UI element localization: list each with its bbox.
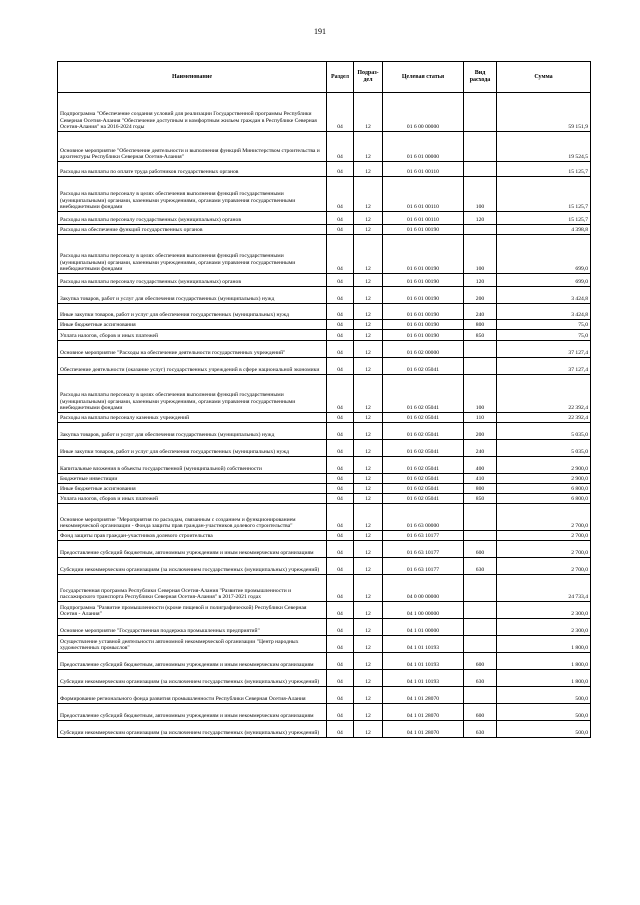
row-section: 04	[327, 225, 354, 235]
row-subsection: 12	[354, 704, 383, 721]
table-row	[58, 687, 591, 704]
row-name: Основное мероприятие "Государственная поддержка промышленных предприятий"	[58, 619, 327, 636]
row-target: 01 6 02 05041	[383, 358, 464, 375]
row-amount: 3 424,8	[497, 287, 591, 304]
row-name: Государственная программа Республики Северная Осетия-Алания "Развитие промышленности и пассажирского транспорта Республики Северная Осетия-Алания" в 2017-2021 годах	[58, 575, 327, 602]
table-row	[58, 93, 591, 132]
row-expense-type: 100	[464, 177, 497, 212]
row-expense-type: 200	[464, 287, 497, 304]
header-target: Целевая статья	[383, 62, 464, 93]
row-section: 04	[327, 375, 354, 413]
row-section: 04	[327, 541, 354, 558]
table-row	[58, 235, 591, 274]
row-expense-type: 400	[464, 457, 497, 474]
row-target: 01 6 01 00190	[383, 235, 464, 274]
row-amount: 699,0	[497, 235, 591, 274]
row-section: 04	[327, 162, 354, 177]
row-target: 01 6 63 10177	[383, 558, 464, 575]
table-row	[58, 704, 591, 721]
row-target: 01 6 02 00000	[383, 341, 464, 358]
header-name: Наименование	[58, 62, 327, 93]
row-name: Иные бюджетные ассигнования	[58, 484, 327, 494]
row-name: Иные закупки товаров, работ и услуг для обеспечения государственных (муниципальных) нужд	[58, 304, 327, 320]
table-body	[58, 93, 591, 738]
row-subsection: 12	[354, 687, 383, 704]
row-section: 04	[327, 457, 354, 474]
header-expense-type: Вид расхода	[464, 62, 497, 93]
row-amount: 1 800,0	[497, 670, 591, 687]
row-expense-type: 100	[464, 235, 497, 274]
row-name: Закупка товаров, работ и услуг для обеспечения государственных (муниципальных) нужд	[58, 423, 327, 440]
row-name: Предоставление субсидий бюджетным, автономным учреждениям и иным некоммерческим организациям	[58, 704, 327, 721]
row-subsection: 12	[354, 636, 383, 653]
row-amount: 2 700,0	[497, 541, 591, 558]
table-row	[58, 494, 591, 504]
table-row	[58, 484, 591, 494]
row-name: Расходы на выплаты персоналу в целях обеспечения выполнения функций государственными (муниципальными) органами, казенными учреждениями, органами управления государственными внебюджетными фондами	[58, 375, 327, 413]
row-expense-type: 850	[464, 330, 497, 341]
row-section: 04	[327, 440, 354, 457]
row-target: 04 1 01 28070	[383, 721, 464, 738]
row-subsection: 12	[354, 653, 383, 670]
row-name: Субсидии некоммерческим организациям (за исключением государственных (муниципальных) учреждений)	[58, 670, 327, 687]
row-name: Подпрограмма "Развитие промышленности (кроме пищевой и полиграфической) Республики Северная Осетия - Алания"	[58, 602, 327, 619]
row-target: 01 6 02 05041	[383, 375, 464, 413]
row-expense-type: 800	[464, 484, 497, 494]
row-target: 01 6 63 10177	[383, 531, 464, 541]
table-row	[58, 132, 591, 162]
row-target: 01 6 01 00190	[383, 320, 464, 330]
row-section: 04	[327, 93, 354, 132]
table-row	[58, 375, 591, 413]
table-row	[58, 531, 591, 541]
row-expense-type: 630	[464, 721, 497, 738]
row-target: 01 6 01 00110	[383, 212, 464, 225]
row-section: 04	[327, 341, 354, 358]
row-expense-type: 410	[464, 474, 497, 484]
page-number: 191	[314, 27, 326, 36]
row-expense-type: 630	[464, 558, 497, 575]
row-subsection: 12	[354, 212, 383, 225]
row-expense-type	[464, 504, 497, 531]
row-section: 04	[327, 494, 354, 504]
row-amount: 15 125,7	[497, 177, 591, 212]
row-name: Обеспечение деятельности (оказание услуг) государственных учреждений в сфере национальной экономики	[58, 358, 327, 375]
row-expense-type	[464, 93, 497, 132]
row-target: 01 6 02 05041	[383, 440, 464, 457]
row-section: 04	[327, 287, 354, 304]
row-target: 01 6 63 10177	[383, 541, 464, 558]
row-target: 04 1 01 10193	[383, 636, 464, 653]
row-subsection: 12	[354, 274, 383, 287]
row-target: 01 6 02 05041	[383, 423, 464, 440]
row-expense-type	[464, 358, 497, 375]
row-target: 01 6 01 00190	[383, 225, 464, 235]
row-expense-type	[464, 341, 497, 358]
row-subsection: 12	[354, 558, 383, 575]
row-amount: 2 900,0	[497, 474, 591, 484]
row-subsection: 12	[354, 541, 383, 558]
row-section: 04	[327, 423, 354, 440]
row-section: 04	[327, 575, 354, 602]
row-subsection: 12	[354, 320, 383, 330]
row-amount: 59 151,9	[497, 93, 591, 132]
row-amount: 699,0	[497, 274, 591, 287]
row-target: 04 0 00 00000	[383, 575, 464, 602]
row-subsection: 12	[354, 423, 383, 440]
row-section: 04	[327, 704, 354, 721]
row-target: 04 1 01 10193	[383, 653, 464, 670]
row-target: 04 1 01 00000	[383, 619, 464, 636]
row-name: Основное мероприятие "Мероприятия по расходам, связанным с созданием и функционированием некоммерческой организации - Фонда защиты прав граждан-участников долевого строительства"	[58, 504, 327, 531]
row-name: Осуществление уставной деятельности автономной некоммерческой организации "Центр народных художественных промыслов"	[58, 636, 327, 653]
table-row	[58, 602, 591, 619]
row-name: Формирование регионального фонда развития промышленности Республики Северная Осетия-Алания	[58, 687, 327, 704]
row-expense-type: 600	[464, 653, 497, 670]
row-subsection: 12	[354, 494, 383, 504]
table-row	[58, 541, 591, 558]
table-row	[58, 330, 591, 341]
row-subsection: 12	[354, 619, 383, 636]
table-row	[58, 341, 591, 358]
row-section: 04	[327, 670, 354, 687]
row-expense-type: 200	[464, 423, 497, 440]
row-expense-type	[464, 575, 497, 602]
row-amount: 24 733,4	[497, 575, 591, 602]
row-target: 01 6 02 05041	[383, 457, 464, 474]
table-row	[58, 619, 591, 636]
row-name: Субсидии некоммерческим организациям (за исключением государственных (муниципальных) учреждений)	[58, 558, 327, 575]
row-amount: 37 127,4	[497, 358, 591, 375]
row-expense-type: 630	[464, 670, 497, 687]
row-target: 01 6 01 00110	[383, 177, 464, 212]
table-row	[58, 653, 591, 670]
row-target: 04 1 00 00000	[383, 602, 464, 619]
row-amount: 75,0	[497, 320, 591, 330]
row-expense-type: 800	[464, 320, 497, 330]
row-section: 04	[327, 304, 354, 320]
row-section: 04	[327, 212, 354, 225]
row-section: 04	[327, 687, 354, 704]
table-row	[58, 558, 591, 575]
table-row	[58, 162, 591, 177]
row-section: 04	[327, 653, 354, 670]
row-subsection: 12	[354, 484, 383, 494]
row-target: 01 6 02 05041	[383, 494, 464, 504]
row-target: 01 6 02 05041	[383, 484, 464, 494]
row-name: Расходы на выплаты по оплате труда работников государственных органов	[58, 162, 327, 177]
row-name: Предоставление субсидий бюджетным, автономным учреждениям и иным некоммерческим организациям	[58, 541, 327, 558]
row-expense-type: 100	[464, 375, 497, 413]
row-amount: 15 125,7	[497, 212, 591, 225]
table-row	[58, 504, 591, 531]
budget-table	[57, 61, 591, 738]
row-expense-type: 600	[464, 704, 497, 721]
row-name: Уплата налогов, сборов и иных платежей	[58, 330, 327, 341]
table-row	[58, 287, 591, 304]
row-section: 04	[327, 330, 354, 341]
row-amount: 500,0	[497, 687, 591, 704]
row-name: Расходы на обеспечение функций государственных органов	[58, 225, 327, 235]
row-subsection: 12	[354, 721, 383, 738]
row-section: 04	[327, 721, 354, 738]
row-expense-type: 110	[464, 413, 497, 423]
row-name: Уплата налогов, сборов и иных платежей	[58, 494, 327, 504]
header-row	[58, 62, 591, 93]
table-row	[58, 721, 591, 738]
row-amount: 5 035,0	[497, 440, 591, 457]
row-section: 04	[327, 531, 354, 541]
header-amount: Сумма	[497, 62, 591, 93]
table-row	[58, 358, 591, 375]
table-row	[58, 413, 591, 423]
row-subsection: 12	[354, 132, 383, 162]
row-target: 01 6 01 00190	[383, 274, 464, 287]
row-section: 04	[327, 413, 354, 423]
row-section: 04	[327, 132, 354, 162]
row-target: 04 1 01 10193	[383, 670, 464, 687]
row-amount: 6 800,0	[497, 494, 591, 504]
row-name: Подпрограмма "Обеспечение создания условий для реализации Государственной программы Республики Северная Осетия-Алания "Обеспечение доступным и комфортным жильем граждан в Республике Северная Осетия-Алания" на 2016-2024 годы	[58, 93, 327, 132]
row-name: Закупка товаров, работ и услуг для обеспечения государственных (муниципальных) нужд	[58, 287, 327, 304]
row-target: 04 1 01 28070	[383, 704, 464, 721]
row-section: 04	[327, 177, 354, 212]
row-section: 04	[327, 636, 354, 653]
row-amount: 500,0	[497, 721, 591, 738]
row-amount: 500,0	[497, 704, 591, 721]
row-amount: 37 127,4	[497, 341, 591, 358]
row-amount: 2 700,0	[497, 504, 591, 531]
row-amount: 2 700,0	[497, 558, 591, 575]
row-amount: 75,0	[497, 330, 591, 341]
row-name: Капитальные вложения в объекты государственной (муниципальной) собственности	[58, 457, 327, 474]
table-row	[58, 440, 591, 457]
row-section: 04	[327, 358, 354, 375]
row-amount: 1 800,0	[497, 653, 591, 670]
table-row	[58, 670, 591, 687]
row-expense-type: 240	[464, 304, 497, 320]
row-name: Основное мероприятие "Расходы на обеспечение деятельности государственных учреждений"	[58, 341, 327, 358]
row-name: Расходы на выплаты персоналу в целях обеспечения выполнения функций государственными (муниципальными) органами, казенными учреждениями, органами управления государственными внебюджетными фондами	[58, 177, 327, 212]
row-section: 04	[327, 619, 354, 636]
row-subsection: 12	[354, 375, 383, 413]
row-section: 04	[327, 602, 354, 619]
row-name: Предоставление субсидий бюджетным, автономным учреждениям и иным некоммерческим организациям	[58, 653, 327, 670]
row-expense-type	[464, 602, 497, 619]
row-name: Иные закупки товаров, работ и услуг для обеспечения государственных (муниципальных) нужд	[58, 440, 327, 457]
row-subsection: 12	[354, 358, 383, 375]
table-row	[58, 636, 591, 653]
row-subsection: 12	[354, 93, 383, 132]
row-amount: 22 392,4	[497, 375, 591, 413]
row-expense-type: 120	[464, 274, 497, 287]
row-target: 01 6 01 00190	[383, 287, 464, 304]
row-name: Основное мероприятие "Обеспечение деятельности и выполнения функций Министерством строительства и архитектуры Республики Северная Осетия-Алания"	[58, 132, 327, 162]
table-row	[58, 474, 591, 484]
row-expense-type: 600	[464, 541, 497, 558]
table-row	[58, 423, 591, 440]
row-name: Расходы на выплаты персоналу в целях обеспечения выполнения функций государственными (муниципальными) органами, казенными учреждениями, органами управления государственными внебюджетными фондами	[58, 235, 327, 274]
row-expense-type: 120	[464, 212, 497, 225]
row-subsection: 12	[354, 304, 383, 320]
row-amount: 5 035,0	[497, 423, 591, 440]
row-name: Расходы на выплаты персоналу казенных учреждений	[58, 413, 327, 423]
row-subsection: 12	[354, 287, 383, 304]
table-row	[58, 304, 591, 320]
table-row	[58, 320, 591, 330]
row-target: 01 6 01 00000	[383, 132, 464, 162]
row-section: 04	[327, 274, 354, 287]
row-amount: 2 700,0	[497, 531, 591, 541]
table-row	[58, 177, 591, 212]
row-expense-type	[464, 132, 497, 162]
row-amount: 2 300,0	[497, 602, 591, 619]
row-name: Субсидии некоммерческим организациям (за исключением государственных (муниципальных) учреждений)	[58, 721, 327, 738]
table-row	[58, 212, 591, 225]
row-section: 04	[327, 320, 354, 330]
row-section: 04	[327, 558, 354, 575]
row-target: 01 6 02 05041	[383, 413, 464, 423]
header-section: Раздел	[327, 62, 354, 93]
row-section: 04	[327, 484, 354, 494]
row-amount: 3 424,8	[497, 304, 591, 320]
row-target: 01 6 63 00000	[383, 504, 464, 531]
row-subsection: 12	[354, 670, 383, 687]
row-amount: 19 524,5	[497, 132, 591, 162]
row-amount: 1 800,0	[497, 636, 591, 653]
row-amount: 2 300,0	[497, 619, 591, 636]
row-amount: 2 900,0	[497, 457, 591, 474]
row-subsection: 12	[354, 504, 383, 531]
row-amount: 15 125,7	[497, 162, 591, 177]
row-expense-type	[464, 162, 497, 177]
row-expense-type	[464, 225, 497, 235]
row-amount: 22 392,4	[497, 413, 591, 423]
row-subsection: 12	[354, 330, 383, 341]
table-row	[58, 225, 591, 235]
table-row	[58, 457, 591, 474]
row-subsection: 12	[354, 341, 383, 358]
row-expense-type	[464, 636, 497, 653]
row-subsection: 12	[354, 575, 383, 602]
row-name: Фонд защиты прав граждан-участников долевого строительства	[58, 531, 327, 541]
row-target: 01 6 01 00190	[383, 330, 464, 341]
row-subsection: 12	[354, 177, 383, 212]
table-row	[58, 274, 591, 287]
row-subsection: 12	[354, 602, 383, 619]
row-expense-type	[464, 619, 497, 636]
row-subsection: 12	[354, 457, 383, 474]
row-target: 01 6 02 05041	[383, 474, 464, 484]
row-expense-type	[464, 687, 497, 704]
row-target: 01 6 01 00110	[383, 162, 464, 177]
row-name: Иные бюджетные ассигнования	[58, 320, 327, 330]
row-section: 04	[327, 474, 354, 484]
row-subsection: 12	[354, 162, 383, 177]
row-name: Расходы на выплаты персоналу государственных (муниципальных) органов	[58, 212, 327, 225]
row-target: 01 6 01 00190	[383, 304, 464, 320]
row-expense-type	[464, 531, 497, 541]
row-name: Расходы на выплаты персоналу государственных (муниципальных) органов	[58, 274, 327, 287]
header-subsection: Подраз-дел	[354, 62, 383, 93]
row-amount: 4 398,8	[497, 225, 591, 235]
row-subsection: 12	[354, 474, 383, 484]
row-expense-type: 240	[464, 440, 497, 457]
row-subsection: 12	[354, 531, 383, 541]
row-subsection: 12	[354, 413, 383, 423]
row-subsection: 12	[354, 225, 383, 235]
row-amount: 6 800,0	[497, 484, 591, 494]
row-subsection: 12	[354, 235, 383, 274]
row-target: 01 6 00 00000	[383, 93, 464, 132]
row-target: 04 1 01 28070	[383, 687, 464, 704]
row-section: 04	[327, 504, 354, 531]
row-expense-type: 850	[464, 494, 497, 504]
row-subsection: 12	[354, 440, 383, 457]
row-name: Бюджетные инвестиции	[58, 474, 327, 484]
table-row	[58, 575, 591, 602]
row-section: 04	[327, 235, 354, 274]
